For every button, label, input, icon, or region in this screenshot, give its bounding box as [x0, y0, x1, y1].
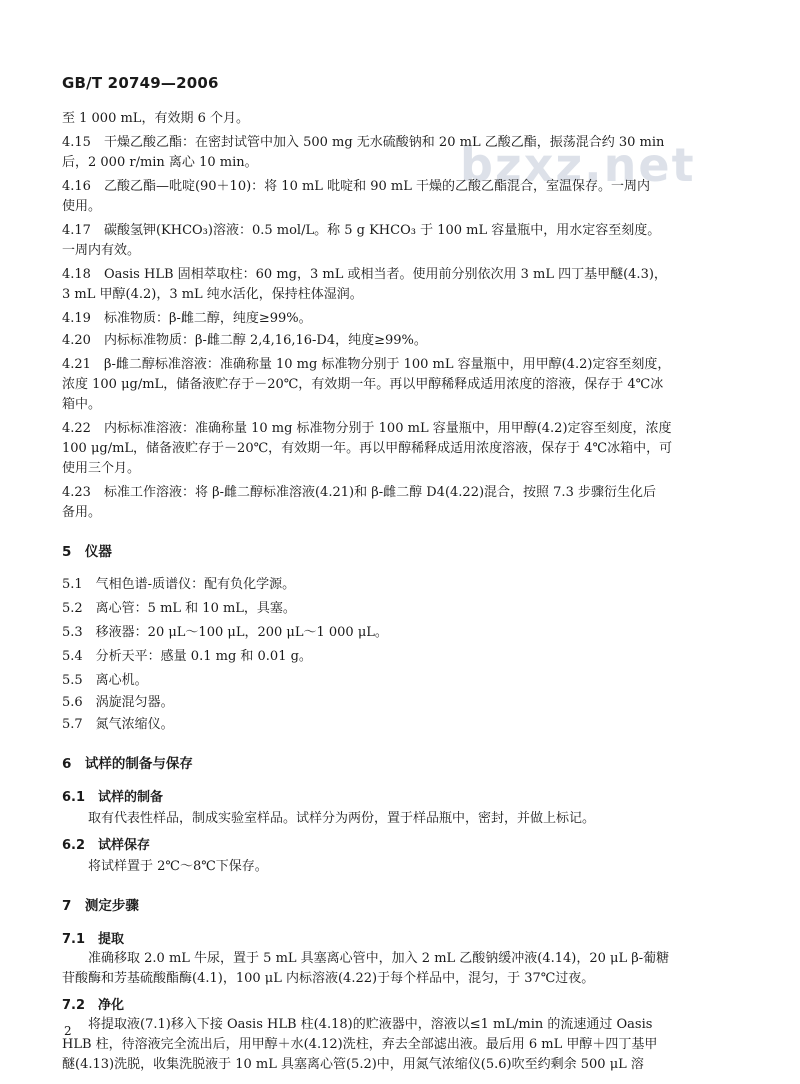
- subsection-heading-6-1: 6.1 试样的制备: [62, 790, 164, 805]
- clause-5-6: 5.6 涡旋混匀器。: [62, 695, 174, 710]
- text-line: 醚(4.13)洗脱，收集洗脱液于 10 mL 具塞离心管(5.2)中，用氮气浓缩仪(5.6)吹至约剩余 500 μL 溶: [62, 1057, 644, 1072]
- clause-5-5: 5.5 离心机。: [62, 673, 148, 688]
- text-line: 将试样置于 2℃～8℃下保存。: [88, 859, 268, 874]
- text-line: 100 μg/mL，储备液贮存于－20℃，有效期一年。再以甲醇稀释成适用浓度溶液，保存于 4℃冰箱中，可: [62, 441, 673, 456]
- text-line: 准确移取 2.0 mL 牛尿，置于 5 mL 具塞离心管中，加入 2 mL 乙酸钠缓冲液(4.14)，20 μL β-葡糖: [88, 951, 670, 966]
- text-line: 取有代表性样品，制成实验室样品。试样分为两份，置于样品瓶中，密封，并做上标记。: [88, 811, 596, 826]
- clause-4-19: 4.19 标准物质：β-雌二醇，纯度≥99%。: [62, 311, 312, 326]
- clause-5-3: 5.3 移液器：20 μL～100 μL，200 μL～1 000 μL。: [62, 625, 388, 640]
- clause-4-15: 4.15 干燥乙酸乙酯：在密封试管中加入 500 mg 无水硫酸钠和 20 mL 乙酸乙酯，振荡混合约 30 min: [62, 135, 665, 150]
- subsection-heading-6-2: 6.2 试样保存: [62, 838, 151, 853]
- text-line: 苷酸酶和芳基硫酸酯酶(4.1)，100 μL 内标溶液(4.22)于每个样品中，混匀，于 37℃过夜。: [62, 971, 595, 986]
- clause-5-2: 5.2 离心管：5 mL 和 10 mL，具塞。: [62, 601, 296, 616]
- subsection-heading-7-1: 7.1 提取: [62, 932, 125, 947]
- subsection-heading-7-2: 7.2 净化: [62, 998, 125, 1013]
- text-line: 箱中。: [62, 397, 102, 412]
- text-line: 使用三个月。: [62, 461, 141, 476]
- clause-5-7: 5.7 氮气浓缩仪。: [62, 717, 174, 732]
- text-line: 浓度 100 μg/mL，储备液贮存于－20℃，有效期一年。再以甲醇稀释成适用浓度的溶液，保存于 4℃冰: [62, 377, 664, 392]
- section-heading-7: 7 测定步骤: [62, 898, 139, 914]
- clause-4-16: 4.16 乙酸乙酯—吡啶(90＋10)：将 10 mL 吡啶和 90 mL 干燥的乙酸乙酯混合，室温保存。一周内: [62, 179, 650, 194]
- clause-4-18: 4.18 Oasis HLB 固相萃取柱：60 mg，3 mL 或相当者。使用前分别依次用 3 mL 四丁基甲醚(4.3)，: [62, 267, 667, 282]
- text-line: 后，2 000 r/min 离心 10 min。: [62, 155, 258, 170]
- text-line: 至 1 000 mL，有效期 6 个月。: [62, 111, 249, 126]
- clause-4-23: 4.23 标准工作溶液：将 β-雌二醇标准溶液(4.21)和 β-雌二醇 D4(4.22)混合，按照 7.3 步骤衍生化后: [62, 485, 656, 500]
- text-line: 备用。: [62, 505, 102, 520]
- clause-5-1: 5.1 气相色谱-质谱仪：配有负化学源。: [62, 577, 296, 592]
- standard-number-header: GB/T 20749—2006: [62, 74, 219, 92]
- clause-4-22: 4.22 内标标准溶液：准确称量 10 mg 标准物分别于 100 mL 容量瓶中，用甲醇(4.2)定容至刻度，浓度: [62, 421, 672, 436]
- page-number: 2: [64, 1024, 72, 1038]
- clause-4-17: 4.17 碳酸氢钾(KHCO₃)溶液：0.5 mol/L。称 5 g KHCO₃ 于 100 mL 容量瓶中，用水定容至刻度。: [62, 223, 661, 238]
- text-line: 一周内有效。: [62, 243, 141, 258]
- text-line: 使用。: [62, 199, 102, 214]
- text-line: 将提取液(7.1)移入下接 Oasis HLB 柱(4.18)的贮液器中，溶液以≤1 mL/min 的流速通过 Oasis: [88, 1017, 653, 1032]
- section-heading-5: 5 仪器: [62, 544, 112, 560]
- clause-5-4: 5.4 分析天平：感量 0.1 mg 和 0.01 g。: [62, 649, 312, 664]
- watermark: bzxz.net: [460, 138, 696, 192]
- text-line: 3 mL 甲醇(4.2)，3 mL 纯水活化，保持柱体湿润。: [62, 287, 363, 302]
- text-line: HLB 柱，待溶液完全流出后，用甲醇＋水(4.12)洗柱，弃去全部滤出液。最后用 6 mL 甲醇＋四丁基甲: [62, 1037, 658, 1052]
- section-heading-6: 6 试样的制备与保存: [62, 756, 193, 772]
- clause-4-20: 4.20 内标标准物质：β-雌二醇 2,4,16,16-D4，纯度≥99%。: [62, 333, 427, 348]
- clause-4-21: 4.21 β-雌二醇标准溶液：准确称量 10 mg 标准物分别于 100 mL 容量瓶中，用甲醇(4.2)定容至刻度，: [62, 357, 671, 372]
